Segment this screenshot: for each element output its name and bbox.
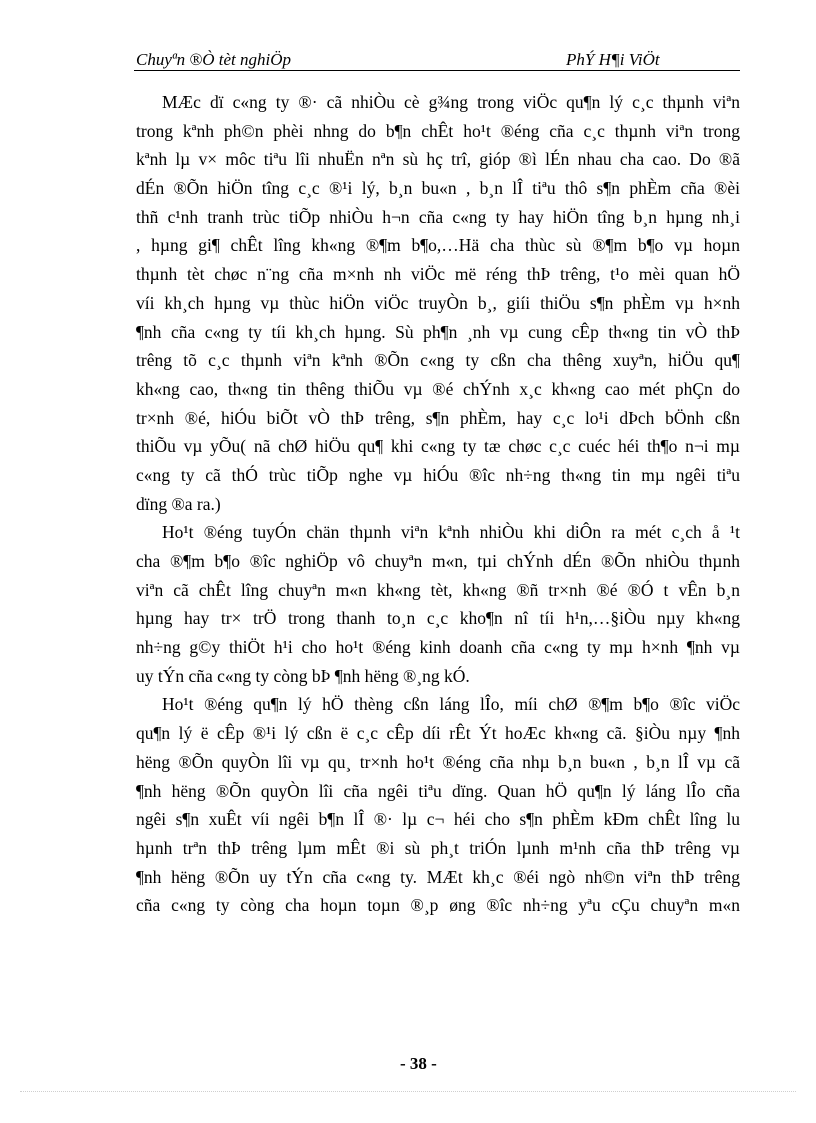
text-line: thñ c¹nh tranh trùc tiÕp nhiÒu h¬n cña c«ng ty hay hiÖn tîng b¸n hµng nh¸i xyxy=(136,206,740,227)
text-line: thµnh tèt chøc n¨ng cña m×nh nh viÖc më réng thÞ trêng, t¹o mèi quan hÖ xyxy=(136,264,740,285)
paragraph xyxy=(136,88,740,518)
text-line: ¶nh hëng ®Õn quyÒn lîi cña ngêi tiªu dïng. Quan hÖ qu¶n lý láng lÎo cña xyxy=(136,780,740,801)
text-line: ¶nh cña c«ng ty tíi kh¸ch hµng. Sù ph¶n ¸nh vµ cung cÊp th«ng tin vÒ thÞ xyxy=(136,321,740,342)
text-line: viªn cã chÊt lîng chuyªn m«n kh«ng tèt, kh«ng ®ñ tr×nh ®é ®Ó t vÊn b¸n xyxy=(136,579,740,600)
text-line: uy tÝn cña c«ng ty còng bÞ ¶nh hëng ®¸ng kÓ. xyxy=(136,665,470,686)
text-line: tr×nh ®é, hiÓu biÕt vÒ thÞ trêng, s¶n phÈm, hay c¸c lo¹i dÞch bÖnh cßn xyxy=(136,407,740,428)
text-line: dïng ®a ra.) xyxy=(136,493,221,514)
document-body xyxy=(136,88,740,920)
text-line: MÆc dï c«ng ty ®· cã nhiÒu cè g¾ng trong viÖc qu¶n lý c¸c thµnh viªn xyxy=(162,92,740,112)
text-line: kªnh lµ v× môc tiªu lîi nhuËn nªn sù hç trî, gióp ®ì lÉn nhau cha cao. Do ®ã xyxy=(136,149,740,170)
text-line: cña c«ng ty còng cha hoµn toµn ®¸p øng ®îc nh÷ng yªu cÇu chuyªn m«n xyxy=(136,895,740,916)
page-header xyxy=(134,48,740,72)
text-line: hµng hay tr× trÖ trong thanh to¸n c¸c kho¶n nî tíi h¹n,…§iÒu nµy kh«ng xyxy=(136,608,740,629)
paragraph xyxy=(136,690,740,920)
text-line: víi kh¸ch hµng vµ thùc hiÖn viÖc truyÒn b¸, giíi thiÖu s¶n phÈm vµ h×nh xyxy=(136,292,740,313)
text-line: dÉn ®Õn hiÖn tîng c¸c ®¹i lý, b¸n bu«n , b¸n lÎ tiªu thô s¶n phÈm cña ®èi xyxy=(136,178,740,199)
text-line: , hµng gi¶ chÊt lîng kh«ng ®¶m b¶o,…Hä cha thùc sù ®¶m b¶o vµ hoµn xyxy=(136,235,740,256)
text-line: Ho¹t ®éng tuyÓn chän thµnh viªn kªnh nhiÒu khi diÔn ra mét c¸ch å ¹t xyxy=(162,522,740,543)
page-number: - 38 - xyxy=(400,1054,437,1073)
text-line: cha ®¶m b¶o ®îc nghiÖp vô chuyªn m«n, tµi chÝnh dÉn ®Õn nhiÒu thµnh xyxy=(136,551,740,571)
page-bottom-divider xyxy=(20,1091,796,1092)
header-document-title: Chuyªn ®Ò tèt nghiÖp xyxy=(136,50,292,69)
text-line: thiÕu vµ yÕu( nã chØ hiÖu qu¶ khi c«ng ty tæ chøc c¸c cuéc héi th¶o n¬i mµ xyxy=(136,436,740,457)
header-rule xyxy=(134,70,740,71)
text-line: nh÷ng g©y thiÖt h¹i cho ho¹t ®éng kinh doanh cña c«ng ty mµ h×nh ¶nh vµ xyxy=(136,637,740,658)
text-line: hëng ®Õn quyÒn lîi vµ qu¸ tr×nh ho¹t ®éng cña nhµ b¸n bu«n , b¸n lÎ vµ cã xyxy=(136,751,740,772)
text-line: c«ng ty cã thÓ trùc tiÕp nghe vµ hiÓu ®îc nh÷ng th«ng tin mµ ngêi tiªu xyxy=(136,464,740,485)
text-line: ¶nh hëng ®Õn uy tÝn cña c«ng ty. MÆt kh¸c ®éi ngò nh©n viªn thÞ trêng xyxy=(136,866,740,887)
text-line: kh«ng cao, th«ng tin thêng thiÕu vµ ®é chÝnh x¸c kh«ng cao mét phÇn do xyxy=(136,378,740,399)
text-line: trêng tõ c¸c thµnh viªn kªnh ®Õn c«ng ty cßn cha thêng xuyªn, hiÖu qu¶ xyxy=(136,350,740,371)
header-author-name: PhÝ H¶i ViÖt xyxy=(566,50,660,69)
paragraph xyxy=(136,518,740,690)
text-line: Ho¹t ®éng qu¶n lý hÖ thèng cßn láng lÎo, míi chØ ®¶m b¶o ®îc viÖc xyxy=(162,694,740,715)
text-line: qu¶n lý ë cÊp ®¹i lý cßn ë c¸c cÊp díi rÊt Ýt hoÆc kh«ng cã. §iÒu nµy ¶nh xyxy=(136,723,740,744)
text-line: trong kªnh ph©n phèi nhng do b¶n chÊt ho¹t ®éng cña c¸c thµnh viªn trong xyxy=(136,120,740,141)
text-line: ngêi s¶n xuÊt víi ngêi b¶n lÎ ®· lµ c¬ héi cho s¶n phÈm kÐm chÊt lîng lu xyxy=(136,809,740,830)
text-line: hµnh trªn thÞ trêng lµm mÊt ®i sù ph¸t triÓn lµnh m¹nh cña thÞ trêng vµ xyxy=(136,837,740,858)
